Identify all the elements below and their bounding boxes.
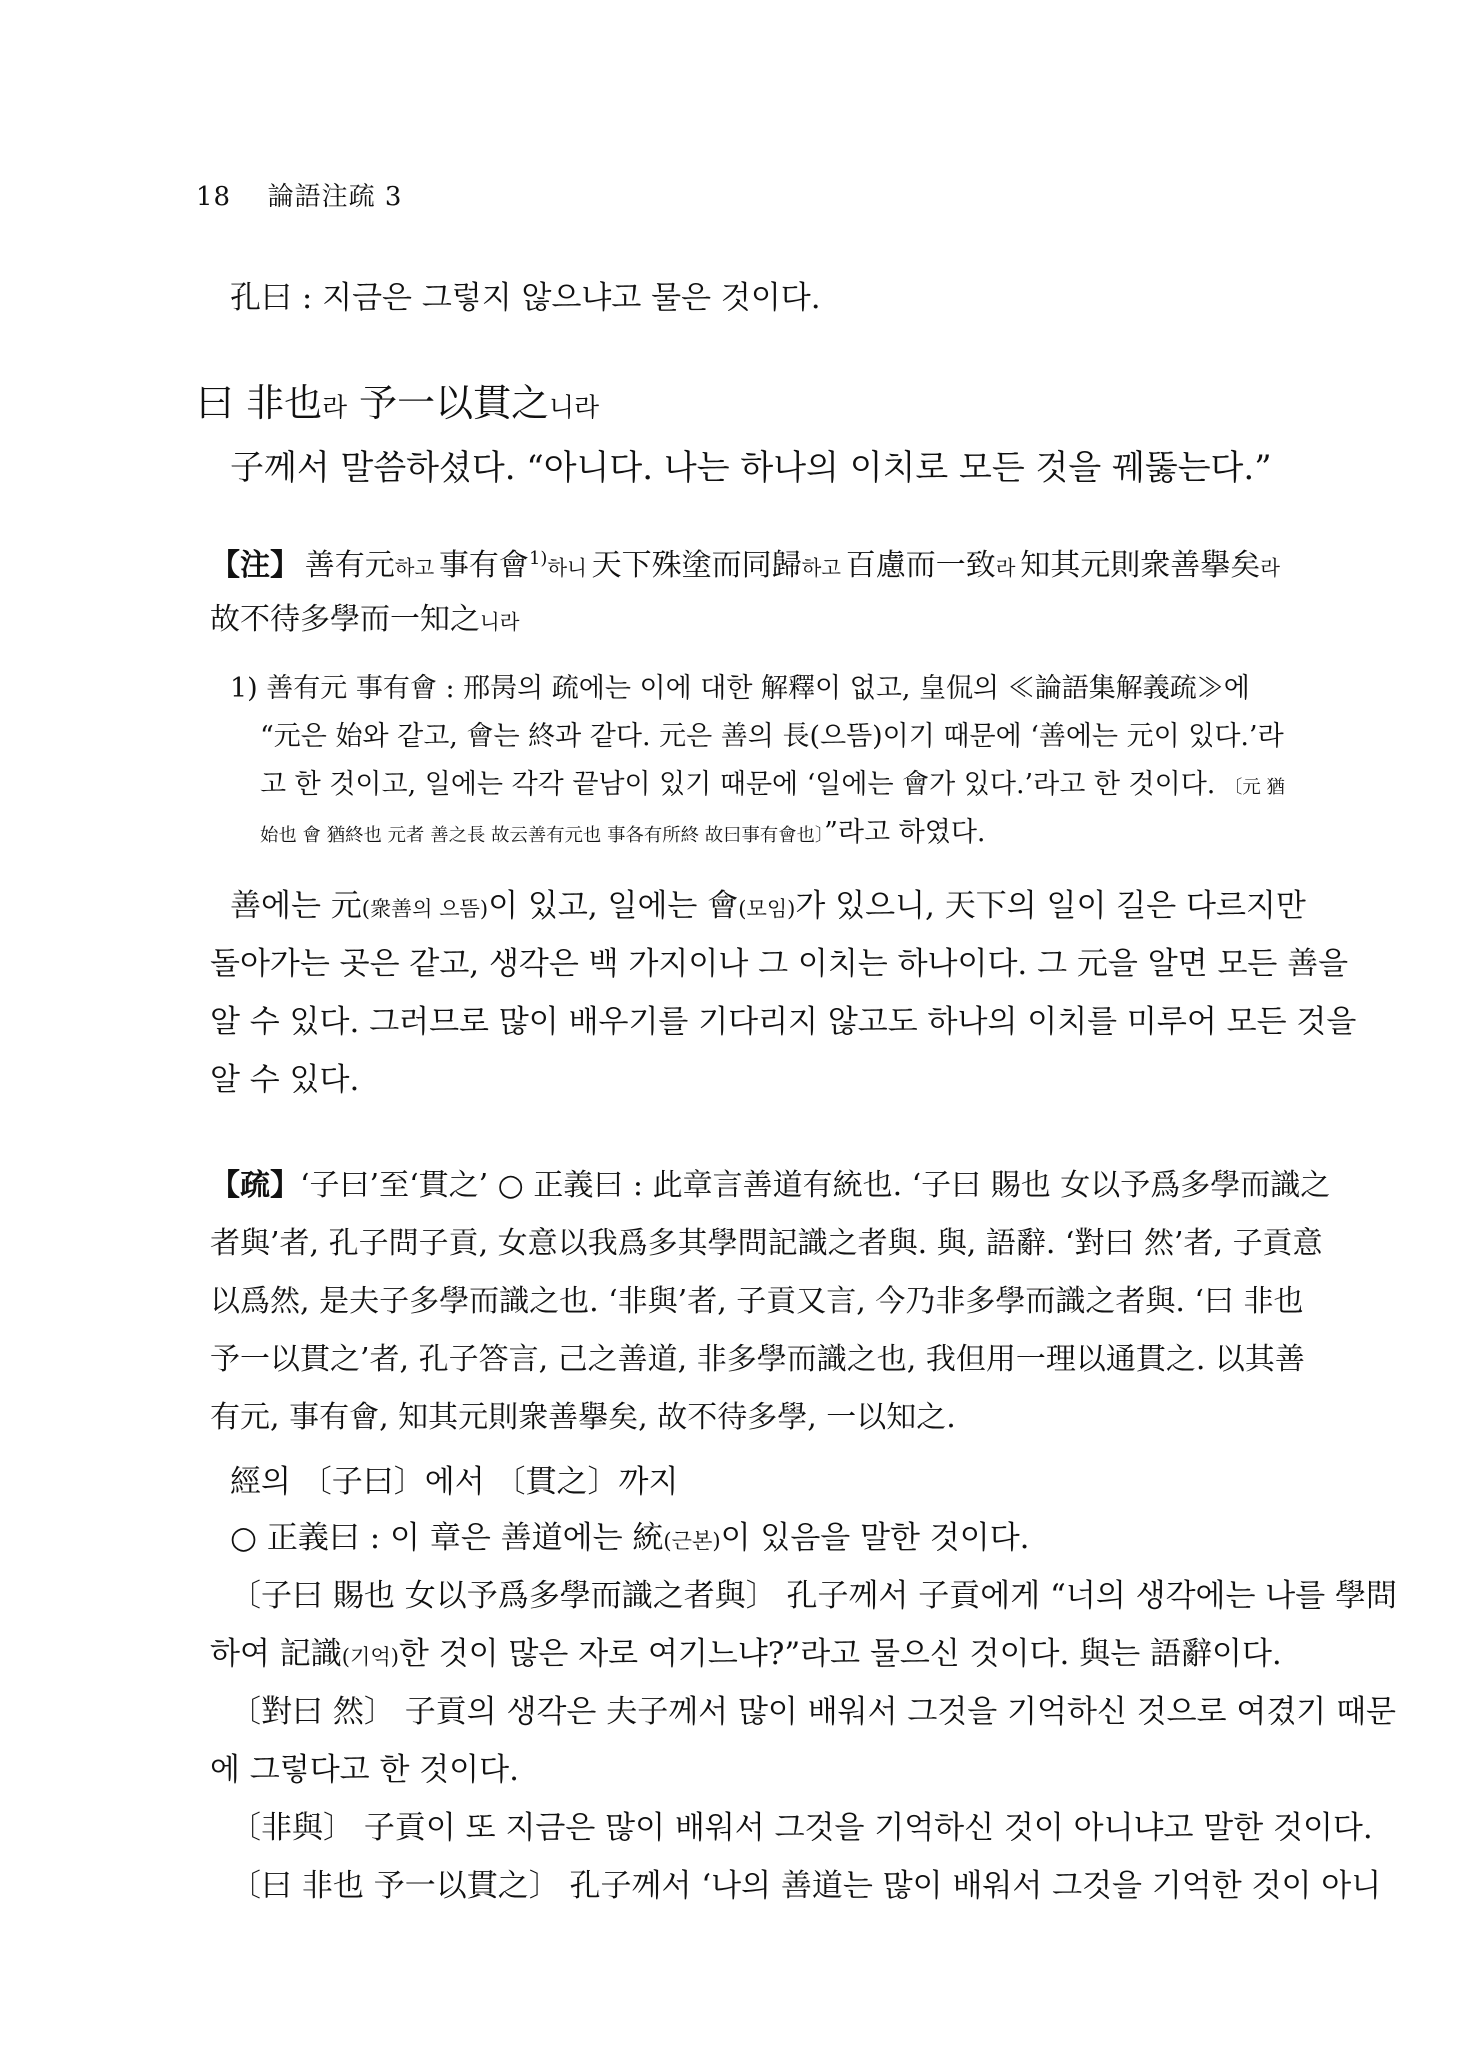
- kong-commentary: 孔曰 : 지금은 그렇지 않으냐고 물은 것이다.: [230, 280, 821, 316]
- zhu-seg-4: 百慮而一致라: [845, 548, 1016, 583]
- classic-text: [196, 372, 599, 427]
- shu-line-3: 以爲然, 是夫子多學而識之也. ‘非與’者, 子貢又言, 今乃非多學而識之者與. ‘曰 非也: [210, 1284, 1304, 1319]
- shu-translation-line-1: 經의 〔子曰〕에서 〔貫之〕까지: [230, 1464, 679, 1500]
- zhu-translation-line-1: 善에는 元(衆善의 으뜸)이 있고, 일에는 會(모임)가 있으니, 天下의 일이 길은 다르지만: [230, 888, 1306, 924]
- footnote-line-4: 始也 會 猶終也 元者 善之長 故云善有元也 事各有所終 故曰事有會也〕”라고 하였다.: [260, 817, 986, 848]
- zhu-label: 【注】: [210, 548, 300, 583]
- zhu-line-2-text: 故不待多學而一知之: [210, 602, 480, 637]
- shu-translation-line-8: 〔曰 非也 予一以貫之〕 孔子께서 ‘나의 善道는 많이 배워서 그것을 기억한 것이 아니: [230, 1868, 1382, 1904]
- shu-line-2: 者與’者, 孔子問子貢, 女意以我爲多其學問記識之者與. 與, 語辭. ‘對曰 然’者, 子貢意: [210, 1226, 1323, 1261]
- shu-line-4: 予一以貫之’者, 孔子答言, 己之善道, 非多學而識之也, 我但用一理以通貫之. 以其善: [210, 1342, 1305, 1377]
- zhu-translation-line-3: 알 수 있다. 그러므로 많이 배우기를 기다리지 않고도 하나의 이치를 미루어 모든 것을: [210, 1004, 1357, 1040]
- shu-translation-line-5: 〔對曰 然〕 子貢의 생각은 夫子께서 많이 배워서 그것을 기억하신 것으로 여겼기 때문: [230, 1694, 1396, 1730]
- zhu-translation-line-4: 알 수 있다.: [210, 1062, 360, 1098]
- shu-translation-line-6: 에 그렇다고 한 것이다.: [210, 1752, 519, 1788]
- zhu-line-2: [210, 594, 519, 638]
- shu-translation-line-2: ○ 正義曰 : 이 章은 善道에는 統(근본)이 있음을 말한 것이다.: [230, 1520, 1030, 1556]
- shu-label: 【疏】: [210, 1168, 300, 1203]
- book-title: 論語注疏 3: [267, 182, 403, 212]
- zhu-seg-1: 善有元하고: [304, 548, 435, 583]
- shu-translation-line-7: 〔非與〕 子貢이 또 지금은 많이 배워서 그것을 기억하신 것이 아니냐고 말한 것이다.: [230, 1810, 1373, 1846]
- footnote-line-1: 1) 善有元 事有會 : 邢昺의 疏에는 이에 대한 解釋이 없고, 皇侃의 ≪論語集解義疏≫에: [230, 673, 1250, 704]
- zhu-line-1: [210, 540, 1280, 584]
- footnote-line-2: “元은 始와 같고, 會는 終과 같다. 元은 善의 長(으뜸)이기 때문에 ‘善에는 元이 있다.’라: [260, 721, 1284, 752]
- zhu-translation-line-2: 돌아가는 곳은 같고, 생각은 백 가지이나 그 이치는 하나이다. 그 元을 알면 모든 善을: [210, 946, 1349, 982]
- shu-line-1: 【疏】‘子曰’至‘貫之’ ○ 正義曰 : 此章言善道有統也. ‘子曰 賜也 女以予爲多學而識之: [210, 1168, 1331, 1203]
- classic-translation: 子께서 말씀하셨다. “아니다. 나는 하나의 이치로 모든 것을 꿰뚫는다.”: [230, 448, 1272, 488]
- classic-suffix-1: 라: [322, 393, 348, 423]
- shu-translation-line-4: 하여 記識(기억)한 것이 많은 자로 여기느냐?”라고 물으신 것이다. 與는 語辭이다.: [210, 1636, 1282, 1672]
- shu-translation-line-3: 〔子曰 賜也 女以予爲多學而識之者與〕 孔子께서 子貢에게 “너의 생각에는 나를 學問: [230, 1578, 1398, 1614]
- zhu-seg-3: 天下殊塗而同歸하고: [591, 548, 841, 583]
- classic-suffix-2: 니라: [549, 393, 600, 423]
- running-header: [196, 176, 402, 213]
- zhu-seg-2: 事有會$^{1)}$하니: [438, 548, 587, 583]
- zhu-line-2-hint: 니라: [480, 610, 520, 634]
- classic-part-1: 曰 非也: [196, 381, 323, 425]
- classic-part-2: 予一以貫之: [359, 381, 550, 425]
- page-number: 18: [196, 182, 232, 212]
- footnote-line-3: 고 한 것이고, 일에는 각각 끝남이 있기 때문에 ‘일에는 會가 있다.’라고 한 것이다. 〔元 猶: [260, 769, 1285, 800]
- shu-line-5: 有元, 事有會, 知其元則衆善擧矣, 故不待多學, 一以知之.: [210, 1400, 956, 1435]
- zhu-seg-5: 知其元則衆善擧矣라: [1020, 548, 1280, 583]
